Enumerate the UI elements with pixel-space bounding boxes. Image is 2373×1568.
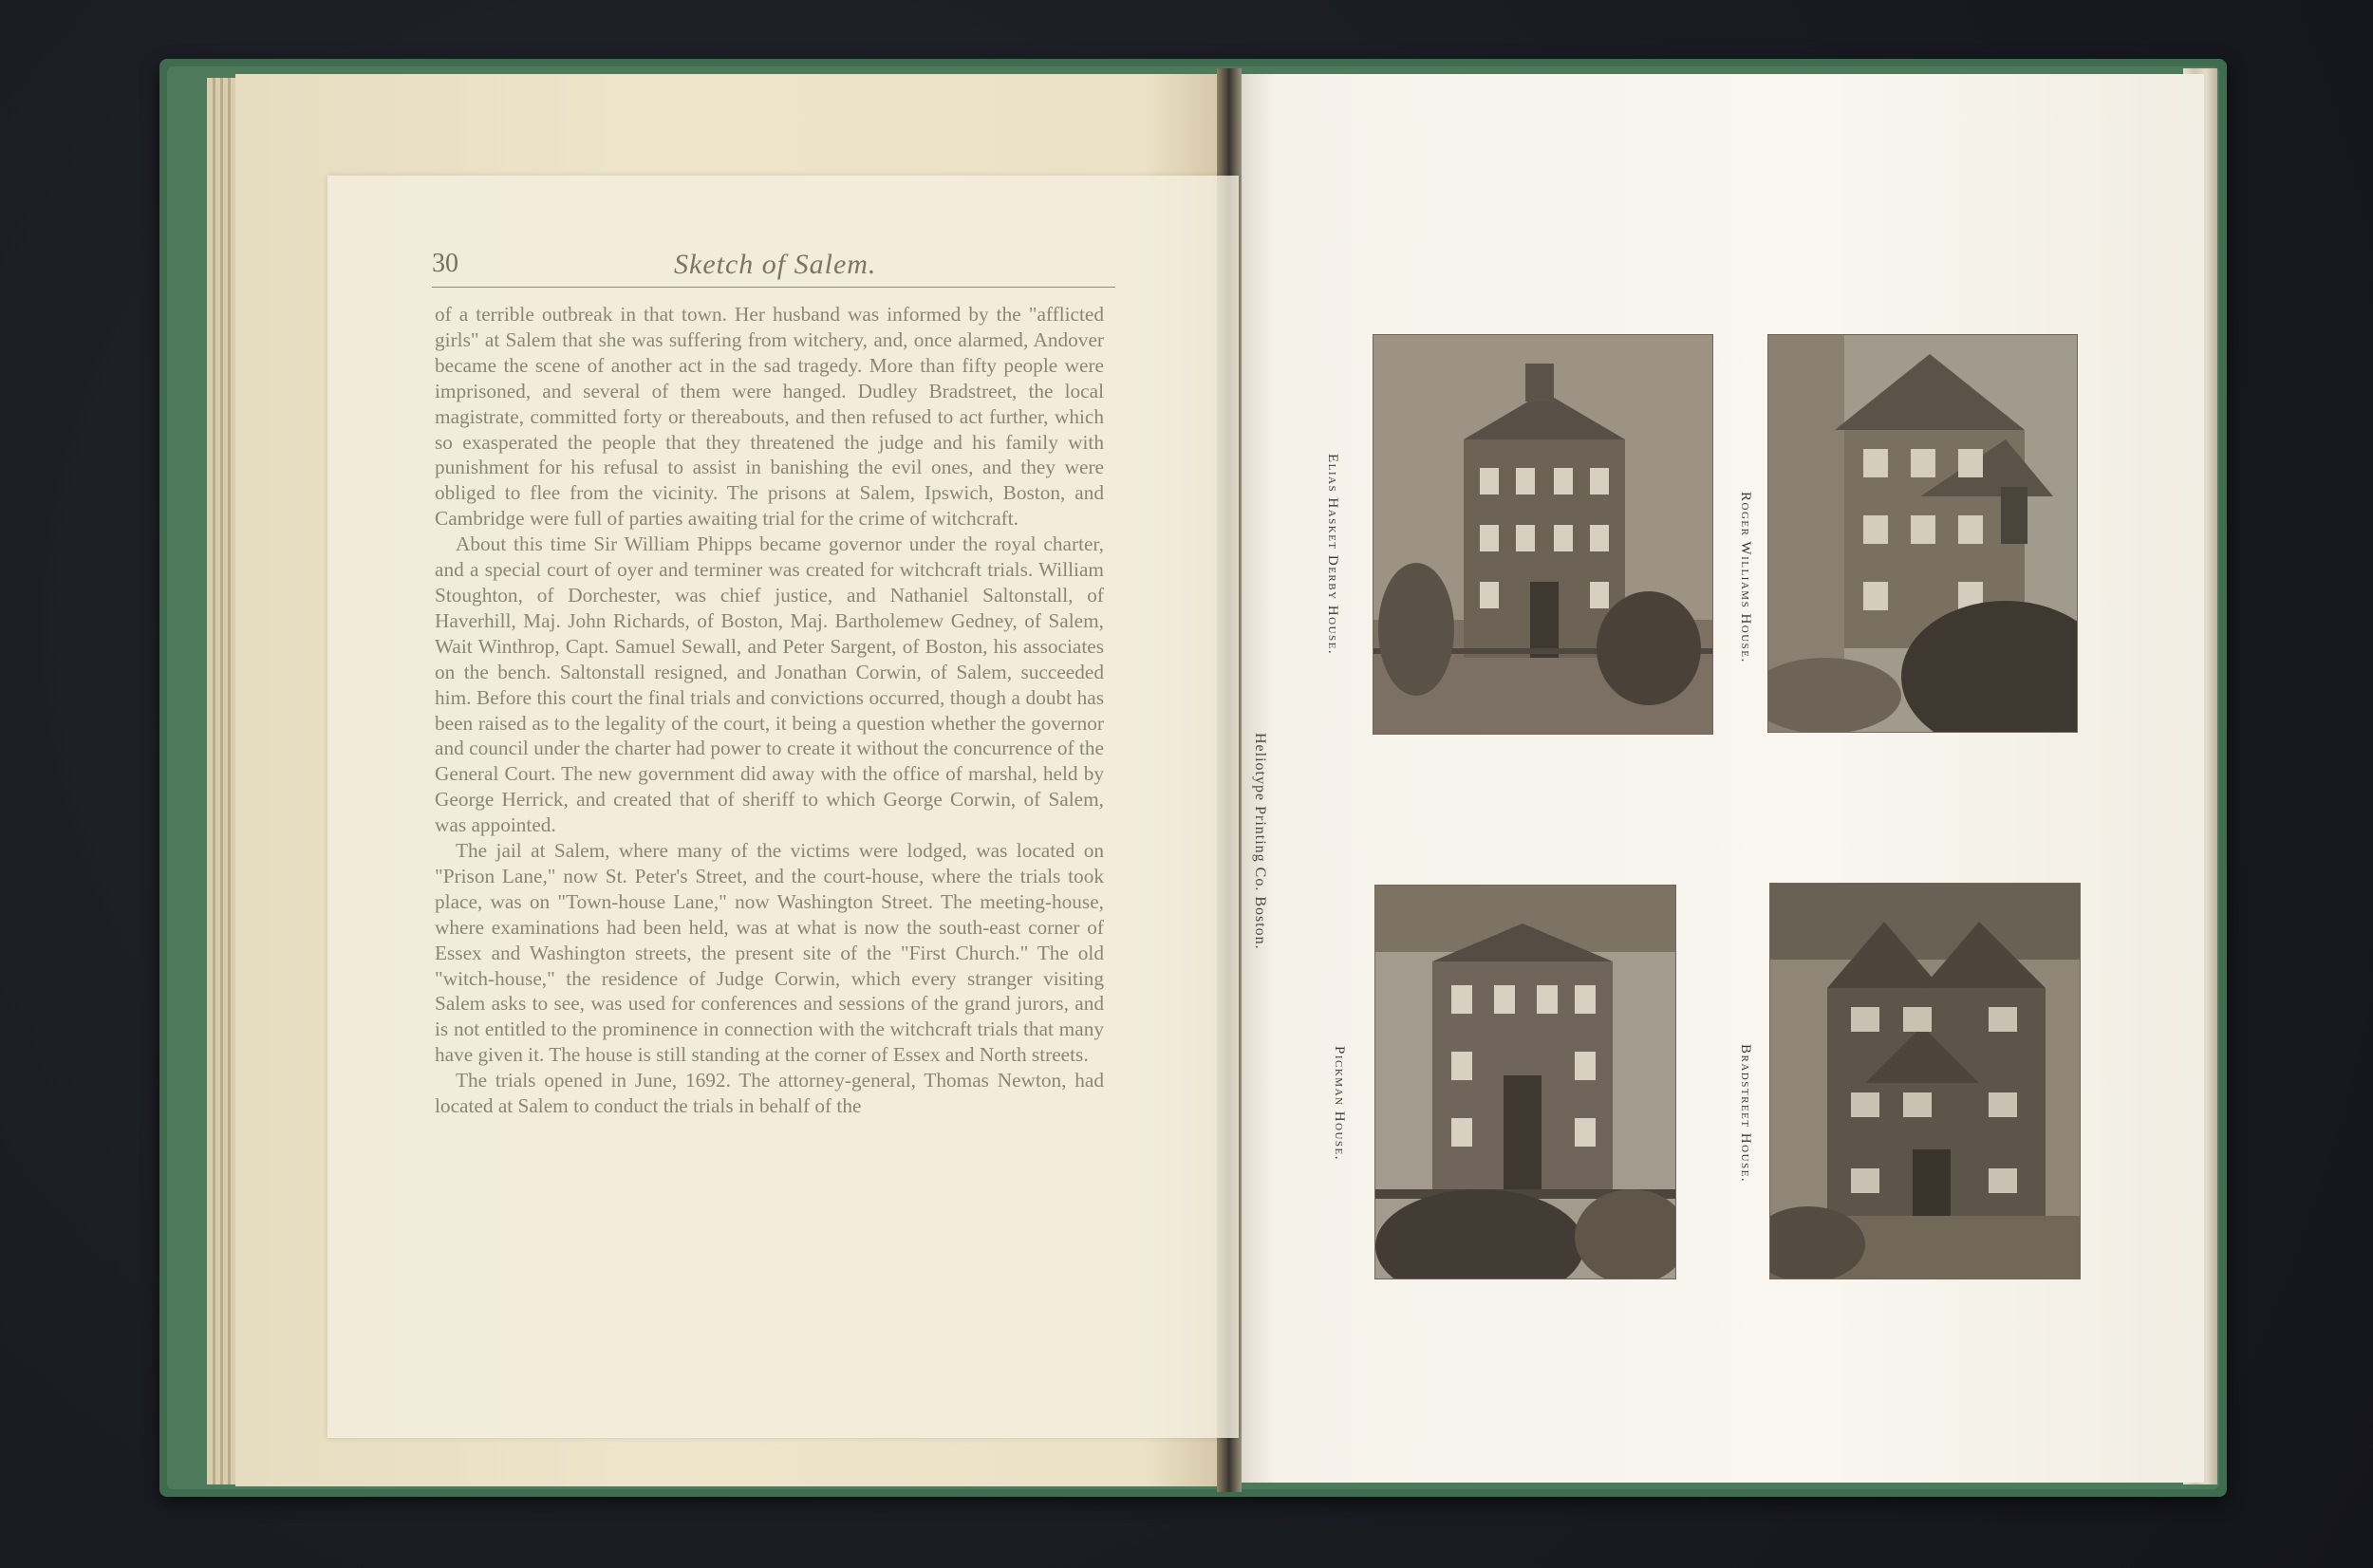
printer-credit: Heliotype Printing Co. Boston. xyxy=(1252,733,1268,950)
plate-image-pickman-house xyxy=(1374,885,1676,1279)
page-header xyxy=(432,245,1115,283)
plate-caption-derby: Elias Hasket Derby House. xyxy=(1325,454,1340,656)
running-title: Sketch of Salem. xyxy=(674,249,877,280)
plate-caption-bradstreet: Bradstreet House. xyxy=(1738,1044,1753,1184)
paragraph: The jail at Salem, where many of the victims were lodged, was located on "Prison Lane," now St. Peter's Street, and the court-house, where the trials took place, was on "Town-house Lane," now Washington Street. The meeting-house, where examinations had been held, was at what is now the south-east corner of Essex and Washington streets, the present site of the "First Church." The old "witch-house," the residence of Judge Corwin, which every stranger visiting Salem asks to see, was used for conferences and sessions of the grand jurors, and is not entitled to the prominence in connection with the witchcraft trials that many have given it. The house is still standing at the corner of Essex and North streets. xyxy=(435,839,1104,1067)
plate-image-derby-house xyxy=(1373,334,1713,735)
plate-caption-roger-williams: Roger Williams House. xyxy=(1738,492,1753,663)
page-body-text xyxy=(435,302,1104,1119)
paragraph: About this time Sir William Phipps became governor under the royal charter, and a special court of oyer and terminer was created for witchcraft trials. William Stoughton, of Dorchester, was chief justice, and Nathaniel Saltonstall, of Haverhill, Maj. John Richards, of Boston, Maj. Bartholemew Gedney, of Salem, Wait Winthrop, Capt. Samuel Sewall, and Peter Sargent, of Boston, his associates on the bench. Saltonstall resigned, and Jonathan Corwin, of Salem, succeeded him. Before this court the final trials and convictions occurred, though a doubt has been raised as to the legality of the court, it being a question whether the governor and council under the charter had power to create it without the concurrence of the General Court. The new government did away with the office of marshal, held by George Herrick, and created that of sheriff to which George Corwin, of Salem, was appointed. xyxy=(435,532,1104,837)
plate-image-bradstreet-house xyxy=(1769,883,2081,1279)
paragraph: of a terrible outbreak in that town. Her husband was informed by the "afflicted girls" at Salem that she was suffering from witchery, and, once alarmed, Andover became the scene of another act in the sad tragedy. More than fifty people were imprisoned, and several of them were hanged. Dudley Bradstreet, the local magistrate, committed forty or thereabouts, and then refused to act further, which so exasperated the people that they threatened the judge and his family with punishment for his refusal to assist in banishing the evil ones, and they were obliged to flee from the vicinity. The prisons at Salem, Ipswich, Boston, and Cambridge were full of parties awaiting trial for the crime of witchcraft. xyxy=(435,303,1104,531)
page-number: 30 xyxy=(432,249,458,278)
header-rule xyxy=(432,287,1115,288)
plate-caption-pickman: Pickman House. xyxy=(1332,1046,1347,1162)
paragraph: The trials opened in June, 1692. The attorney-general, Thomas Newton, had located at Salem to conduct the trials in behalf of the xyxy=(435,1069,1104,1118)
plate-image-roger-williams-house xyxy=(1767,334,2078,733)
